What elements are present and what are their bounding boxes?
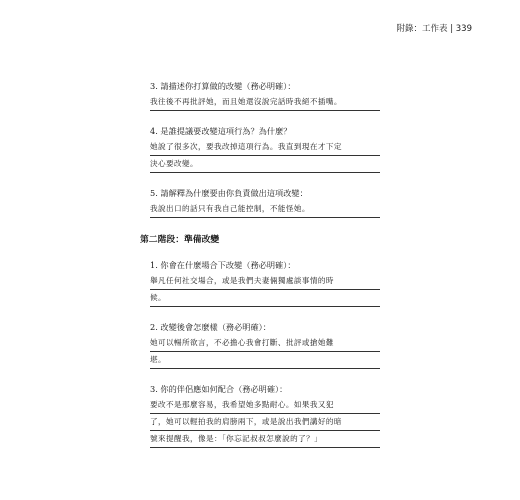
question-3 [150,80,380,111]
question-text: 2. 改變後會怎麼樣（務必明確）： [150,322,271,332]
answer [150,273,380,307]
question-text: 4. 是誰提議要改變這項行為？為什麼？ [150,126,292,136]
question-text: 3. 你的伴侶應如何配合（務必明確）： [150,384,288,394]
answer [150,201,380,218]
answer-line: 她說了很多次，要我改掉這項行為。我直到現在才下定 [150,139,380,156]
answer-line: 號來提醒我，像是：「你忘記叔叔怎麼說的了？」 [150,431,380,448]
answer-line: 我往後不再批評她，而且她還沒說完話時我絕不插嘴。 [150,94,380,111]
answer-line: 候。 [150,290,380,307]
answer-line: 堪。 [150,352,380,369]
answer-line: 決心要改變。 [150,156,380,173]
stage1-section [140,80,380,218]
answer [150,335,380,369]
answer [150,94,380,111]
answer-line: 了，她可以輕拍我的肩膀兩下，或是說出我們講好的暗 [150,414,380,431]
answer-line: 要改不是那麼容易，我希望她多點耐心。如果我又犯 [150,397,380,414]
page-header: 附錄：工作表 | 339 [396,24,472,34]
question-text: 1. 你會在什麼場合下改變（務必明確）： [150,260,296,270]
worksheet [140,80,380,462]
answer [150,139,380,173]
answer [150,397,380,448]
question-3b [150,383,380,448]
question-text: 5. 請解釋為什麼要由你負責做出這項改變： [150,188,308,198]
question-4 [150,125,380,173]
answer-line: 她可以暢所欲言，不必擔心我會打斷、批評或搶她難 [150,335,380,352]
question-text: 3. 請描述你打算做的改變（務必明確）： [150,81,296,91]
answer-line: 我說出口的話只有我自己能控制，不能怪她。 [150,201,380,218]
question-5 [150,187,380,218]
question-2 [150,321,380,369]
question-1 [150,259,380,307]
section-title: 第二階段：準備改變 [140,235,220,245]
stage2-section [140,259,380,448]
answer-line: 舉凡任何社交場合，或是我們夫妻倆獨處談事情的時 [150,273,380,290]
